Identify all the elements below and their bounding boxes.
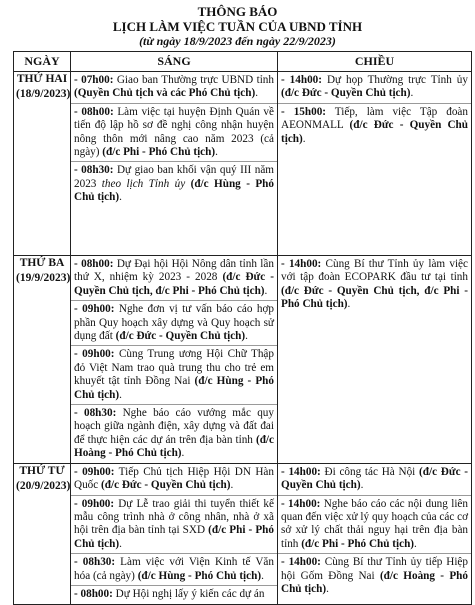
table-row <box>14 463 472 604</box>
entry-end: . <box>119 191 122 204</box>
schedule-entry <box>278 496 471 555</box>
entry-text: Làm việc tại huyện Định Quán về tiến độ lập hồ sơ đề nghị công nhận huyện nông thôn mới nâng cao năm 2023 (cả ngày) <box>74 105 274 159</box>
schedule-entry <box>71 104 277 163</box>
entry-text: Cùng Bí thư Tỉnh ủy làm việc với tập đoàn ECOPARK đầu tư tại tỉnh <box>281 258 468 284</box>
entry-text: Giao ban Thường trực UBND tỉnh <box>113 74 274 86</box>
entry-end: . <box>261 569 264 582</box>
schedule-entry <box>71 554 277 586</box>
entry-text: Dự Lễ trao giải thi tuyển thiết kế mẫu công trình nhà ở công nhân, nhà ở xã hội trên địa bàn tỉnh tại SXD <box>74 497 274 537</box>
afternoon-cell <box>278 463 472 604</box>
schedule-entry <box>71 256 277 301</box>
schedule-entry <box>278 554 471 598</box>
schedule-entry <box>278 256 471 314</box>
date-range: (từ ngày 18/9/2023 đến ngày 22/9/2023) <box>139 34 336 48</box>
notice-title: THÔNG BÁO <box>197 4 278 19</box>
entry-text: Tiếp, làm việc Tập đoàn AEONMALL <box>281 105 468 132</box>
entry-text: Dự Hội nghị lấy ý kiến các dự án <box>112 587 265 600</box>
afternoon-entries <box>278 256 471 314</box>
entry-end: . <box>326 582 329 595</box>
entry-time: - 07h00: <box>74 74 114 86</box>
afternoon-cell <box>278 256 472 464</box>
entry-staff: (đ/c Đức - Quyền Chủ tịch) <box>281 465 468 492</box>
schedule-entry <box>278 104 471 148</box>
entry-time: - 14h00: <box>281 497 321 510</box>
schedule-entry <box>71 346 277 405</box>
entry-time: - 14h00: <box>281 556 321 569</box>
entry-time: - 08h00: <box>74 587 113 600</box>
entry-staff: (đ/c Hùng - Phó Chủ tịch) <box>74 177 274 204</box>
entry-end: . <box>347 298 351 311</box>
schedule-entry <box>71 405 277 463</box>
column-header-morning: SÁNG <box>71 52 278 72</box>
entry-time: - 08h30: <box>74 407 117 420</box>
entry-time: - 08h30: <box>74 556 116 569</box>
entry-end: . <box>264 284 268 297</box>
entry-end: . <box>245 330 248 343</box>
day-date: (20/9/2023) <box>16 479 71 492</box>
schedule-table <box>13 51 472 605</box>
entry-time: - 09h00: <box>74 348 115 361</box>
entry-text: Dự giao ban khối vận quý III năm 2023 <box>74 164 274 190</box>
table-row <box>14 256 472 464</box>
entry-staff: (Quyền Chủ tịch và các Phó Chủ tịch) <box>74 87 256 100</box>
schedule-entry <box>71 464 277 496</box>
entry-end: . <box>230 479 234 492</box>
morning-cell <box>71 256 278 464</box>
afternoon-entries <box>278 464 471 599</box>
entry-staff: (đ/c Hoàng - Phó Chủ tịch) <box>281 569 468 595</box>
entry-end: . <box>414 537 417 550</box>
morning-cell <box>71 72 278 256</box>
day-date: (19/9/2023) <box>16 272 71 284</box>
morning-entries <box>71 72 277 207</box>
entry-staff: (đ/c Hùng - Phó Chủ tịch) <box>137 569 262 582</box>
entry-text: Cùng Bí thư Tỉnh ủy tiếp Hiệp hội Gốm Đồng Nai <box>281 556 468 582</box>
entry-time: - 14h00: <box>281 258 322 270</box>
entry-text: Dự họp Thường trực Tỉnh ủy <box>322 74 468 86</box>
day-cell <box>14 256 71 464</box>
entry-time: - 09h00: <box>74 303 115 316</box>
entry-staff: (đ/c Đức - Quyền Chủ tịch) <box>281 119 469 145</box>
entry-time: - 09h00: <box>74 497 115 510</box>
table-header-row <box>14 52 472 72</box>
entry-staff: (đ/c Phi - Phó Chủ tịch) <box>74 524 275 550</box>
morning-entries <box>71 256 277 463</box>
entry-staff: (đ/c Phi - Phó Chủ tịch) <box>301 537 415 550</box>
schedule-entry <box>278 464 471 496</box>
day-date: (18/9/2023) <box>16 88 71 100</box>
entry-staff: (đ/c Hoàng - Phó Chủ tịch) <box>74 433 274 460</box>
entry-text: Tiếp Chủ tịch Hiệp Hội DN Hàn Quốc <box>74 465 274 492</box>
schedule-entry <box>71 162 277 206</box>
entry-text: Nghe báo cáo vướng mắc quy hoạch giữa ngành điện, xây dựng và đất đai để thực hiện các dự án trên địa bàn tỉnh <box>74 407 274 446</box>
entry-text: Nghe đơn vị tư vấn báo cáo hợp phần Quy hoạch xây dựng và Quy hoạch sử dụng đất <box>74 303 274 343</box>
entry-end: . <box>215 146 218 159</box>
schedule-entry <box>71 72 277 104</box>
entry-time: - 14h00: <box>281 465 321 478</box>
document-header <box>0 0 475 48</box>
entry-time: - 08h30: <box>74 164 114 177</box>
entry-time: - 08h00: <box>74 258 114 270</box>
entry-end: . <box>255 87 258 100</box>
day-name: THỨ BA <box>19 257 65 269</box>
entry-text: Làm việc với Viện Kinh tế Văn hóa (cả ngày) <box>74 556 274 582</box>
entry-end: . <box>302 132 306 145</box>
day-cell <box>14 463 71 604</box>
entry-text: Nghe báo cáo các nội dung liên quan đến việc xử lý quy hoạch của các cơ sở xử lý chất thải nguy hại trên địa bàn tỉnh <box>281 497 468 550</box>
entry-end: . <box>360 479 364 492</box>
day-name: THỨ HAI <box>16 73 68 85</box>
schedule-title: LỊCH LÀM VIỆC TUẦN CỦA UBND TỈNH <box>112 19 363 34</box>
day-cell <box>14 72 71 256</box>
entry-time: - 08h00: <box>74 105 114 118</box>
entry-text: Cùng Trung ương Hội Chữ Thập đỏ Việt Nam trao quà trung thu cho trẻ em khuyết tật tỉnh Đồng Nai <box>74 348 274 388</box>
entry-staff: (đ/c Hùng - Phó Chủ tịch) <box>74 375 274 401</box>
entry-staff: (đ/c Đức - Quyền Chủ tịch, đ/c Phi - Phó Chủ tịch) <box>281 284 468 311</box>
column-header-day: NGÀY <box>14 52 71 72</box>
morning-entries <box>71 464 277 604</box>
entry-staff: (đ/c Đức - Quyền Chủ tịch) <box>101 479 231 492</box>
schedule-entry <box>71 496 277 555</box>
entry-end: . <box>181 447 185 460</box>
entry-time: - 09h00: <box>74 465 115 478</box>
entry-staff: (đ/c Phi - Phó Chủ tịch) <box>102 146 216 159</box>
day-name: THỨ TƯ <box>19 464 65 477</box>
afternoon-entries <box>278 72 471 148</box>
schedule-entry <box>278 72 471 104</box>
entry-italic-note: theo lịch Tỉnh ủy <box>101 177 186 190</box>
afternoon-cell <box>278 72 472 256</box>
table-row <box>14 72 472 256</box>
entry-end: . <box>119 388 122 401</box>
column-header-afternoon: CHIỀU <box>278 52 472 72</box>
entry-text: Dự Đại hội Hội Nông dân tỉnh lần thứ X, nhiệm kỳ 2023 - 2028 <box>74 258 274 284</box>
entry-staff: (đ/c Đức - Quyền Chủ tịch, đ/c Phi - Phó Chủ tịch) <box>74 271 274 297</box>
entry-end: . <box>119 537 122 550</box>
entry-text: Đi công tác Hà Nội <box>320 465 420 478</box>
entry-staff: (đ/c Đức - Quyền Chủ tịch) <box>281 87 411 100</box>
entry-time: - 15h00: <box>281 105 327 118</box>
schedule-entry <box>71 301 277 346</box>
entry-end: . <box>410 87 414 100</box>
entry-staff: (đ/c Đức - Quyền Chủ tịch) <box>115 330 246 343</box>
entry-time: - 14h00: <box>281 74 322 86</box>
schedule-entry <box>71 586 277 603</box>
morning-cell <box>71 463 278 604</box>
